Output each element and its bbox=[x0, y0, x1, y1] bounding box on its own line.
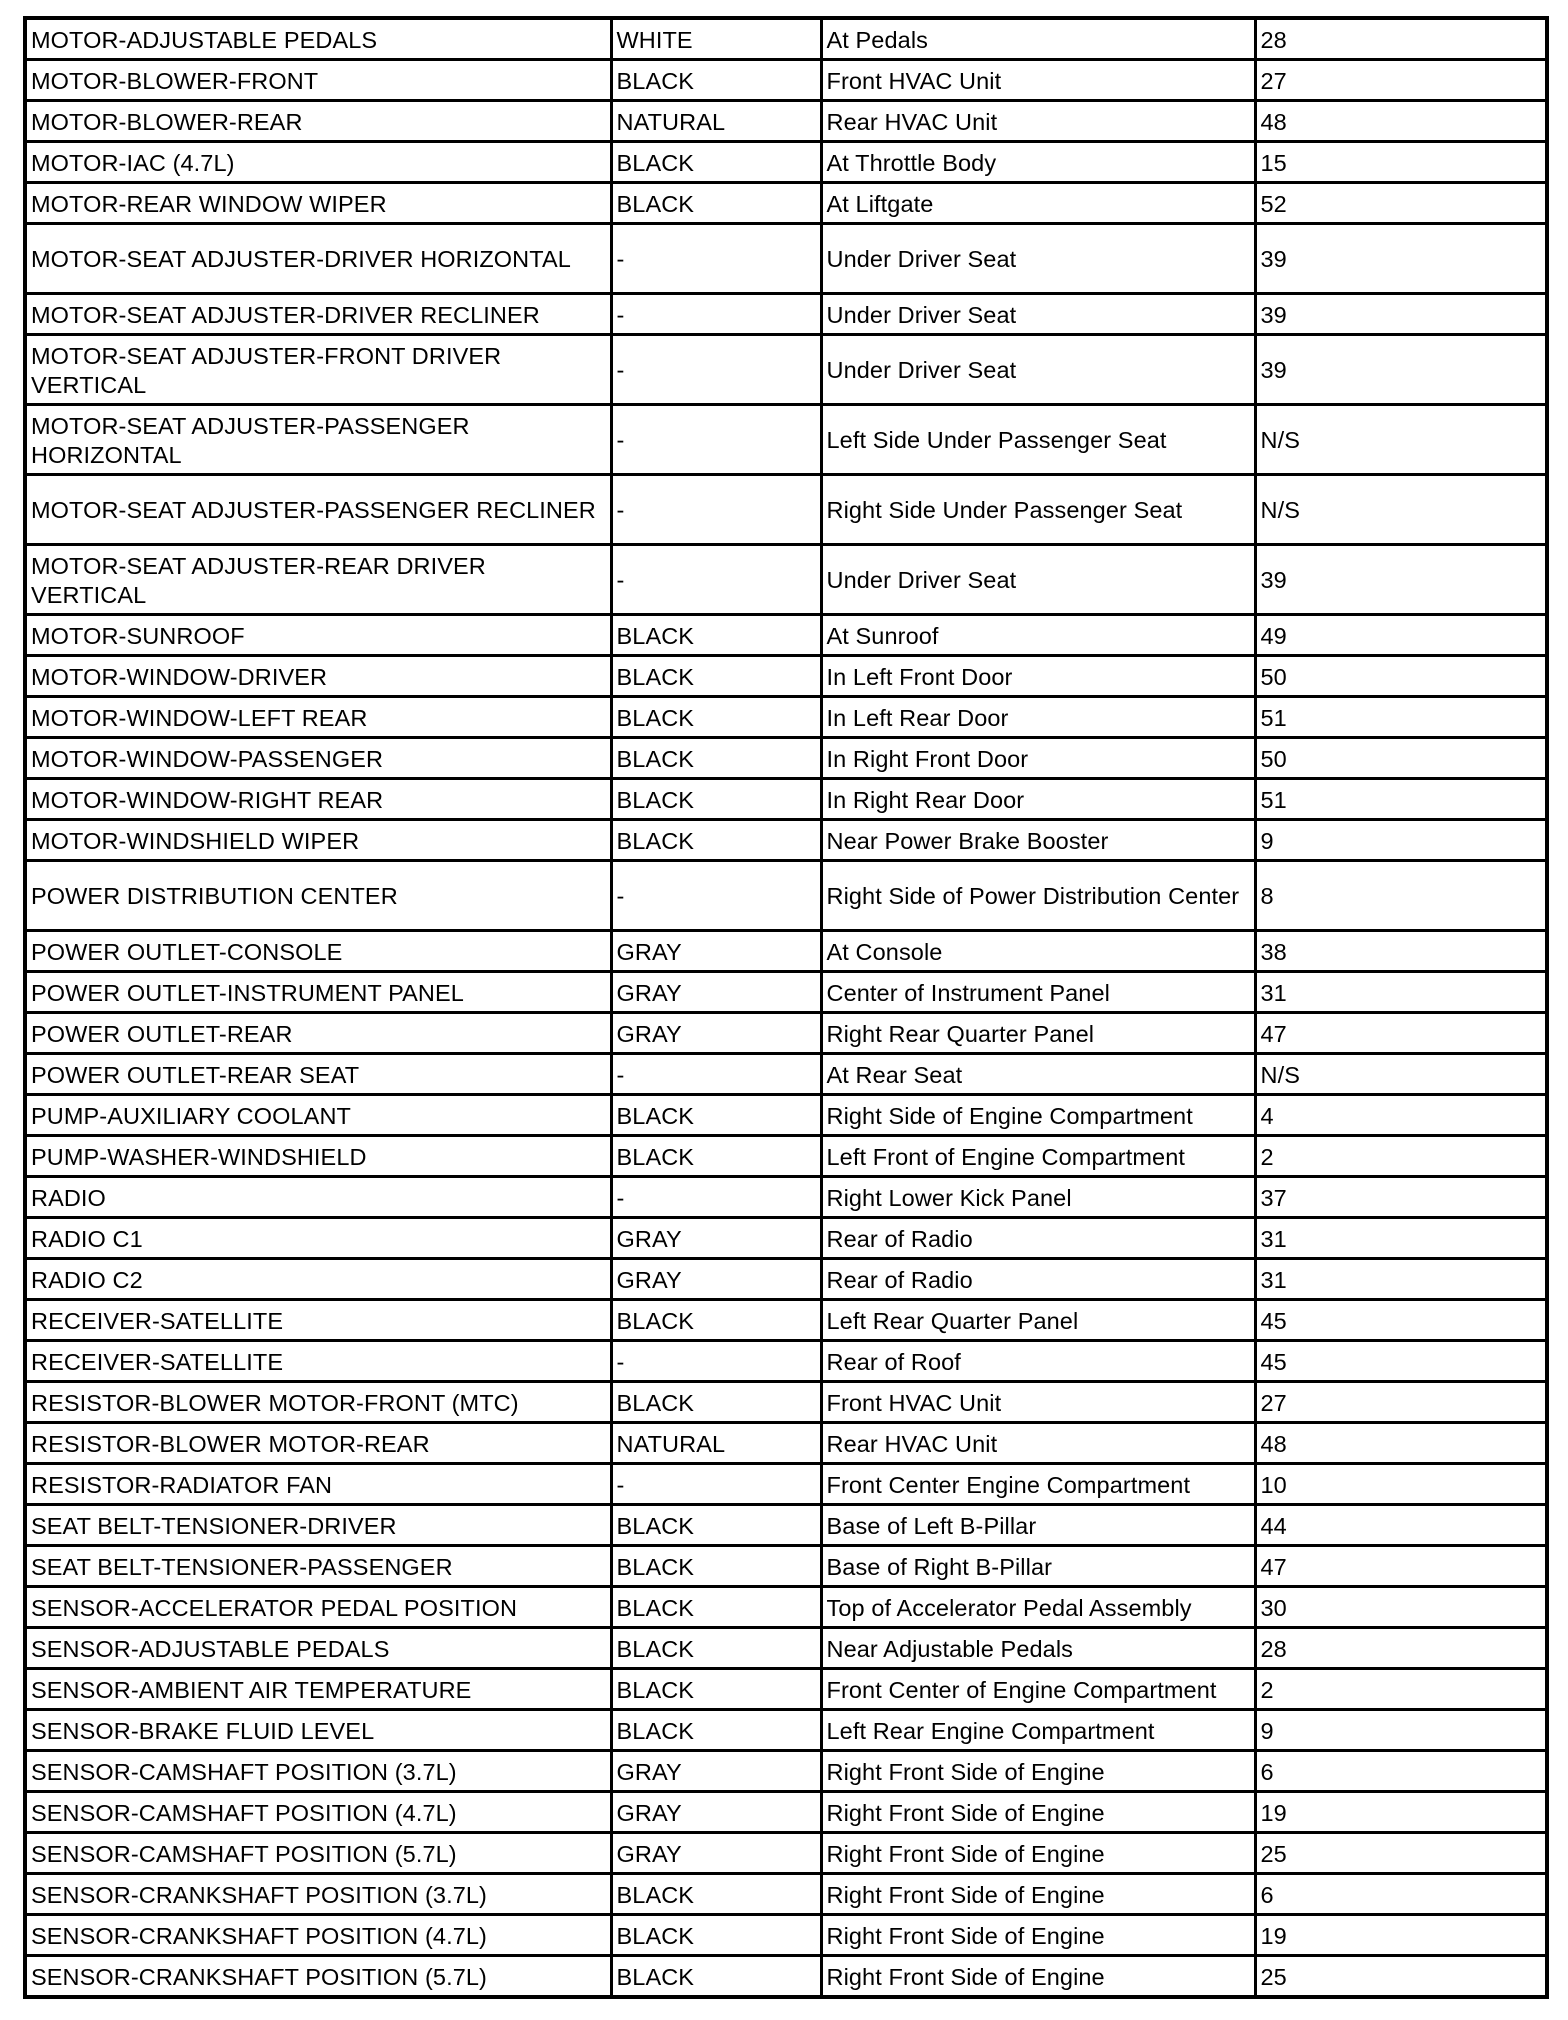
table-row bbox=[25, 1259, 1547, 1300]
figure-number-cell: N/S bbox=[1255, 405, 1547, 475]
table-row bbox=[25, 972, 1547, 1013]
figure-number-cell: 52 bbox=[1255, 183, 1547, 224]
connector-name-cell: RECEIVER-SATELLITE bbox=[25, 1300, 611, 1341]
connector-color-cell: BLACK bbox=[611, 142, 821, 183]
figure-number-cell: N/S bbox=[1255, 475, 1547, 545]
figure-number-cell: 2 bbox=[1255, 1669, 1547, 1710]
table-row bbox=[25, 656, 1547, 697]
figure-number-cell: 28 bbox=[1255, 1628, 1547, 1669]
connector-location-cell: Rear of Radio bbox=[821, 1218, 1255, 1259]
table-row bbox=[25, 101, 1547, 142]
table-row bbox=[25, 1669, 1547, 1710]
connector-color-cell: - bbox=[611, 1464, 821, 1505]
connector-location-cell: Under Driver Seat bbox=[821, 335, 1255, 405]
table-row bbox=[25, 820, 1547, 861]
connector-color-cell: NATURAL bbox=[611, 101, 821, 142]
connector-color-cell: - bbox=[611, 545, 821, 615]
figure-number-cell: 10 bbox=[1255, 1464, 1547, 1505]
table-row bbox=[25, 931, 1547, 972]
connector-location-cell: Front HVAC Unit bbox=[821, 1382, 1255, 1423]
table-row bbox=[25, 1874, 1547, 1915]
connector-name-cell: PUMP-AUXILIARY COOLANT bbox=[25, 1095, 611, 1136]
connector-location-cell: Rear of Radio bbox=[821, 1259, 1255, 1300]
connector-location-cell: Left Front of Engine Compartment bbox=[821, 1136, 1255, 1177]
connector-location-cell: Under Driver Seat bbox=[821, 294, 1255, 335]
connector-name-cell: SENSOR-CAMSHAFT POSITION (3.7L) bbox=[25, 1751, 611, 1792]
figure-number-cell: 19 bbox=[1255, 1915, 1547, 1956]
table-row bbox=[25, 697, 1547, 738]
connector-location-cell: Right Front Side of Engine bbox=[821, 1833, 1255, 1874]
connector-location-cell: Right Side Under Passenger Seat bbox=[821, 475, 1255, 545]
connector-name-cell: RECEIVER-SATELLITE bbox=[25, 1341, 611, 1382]
figure-number-cell: 39 bbox=[1255, 335, 1547, 405]
connector-color-cell: BLACK bbox=[611, 697, 821, 738]
table-row bbox=[25, 738, 1547, 779]
connector-name-cell: POWER OUTLET-REAR SEAT bbox=[25, 1054, 611, 1095]
figure-number-cell: 50 bbox=[1255, 656, 1547, 697]
connector-location-cell: Front Center Engine Compartment bbox=[821, 1464, 1255, 1505]
figure-number-cell: 25 bbox=[1255, 1833, 1547, 1874]
table-row bbox=[25, 1464, 1547, 1505]
connector-color-cell: GRAY bbox=[611, 972, 821, 1013]
connector-location-cell: Rear HVAC Unit bbox=[821, 101, 1255, 142]
figure-number-cell: 50 bbox=[1255, 738, 1547, 779]
connector-name-cell: MOTOR-SEAT ADJUSTER-DRIVER HORIZONTAL bbox=[25, 224, 611, 294]
connector-name-cell: MOTOR-WINDOW-DRIVER bbox=[25, 656, 611, 697]
table-row bbox=[25, 1423, 1547, 1464]
connector-location-table bbox=[23, 16, 1549, 1999]
table-row bbox=[25, 1300, 1547, 1341]
table-row bbox=[25, 545, 1547, 615]
connector-location-cell: Left Rear Quarter Panel bbox=[821, 1300, 1255, 1341]
connector-location-cell: In Left Rear Door bbox=[821, 697, 1255, 738]
figure-number-cell: 51 bbox=[1255, 697, 1547, 738]
connector-color-cell: BLACK bbox=[611, 738, 821, 779]
connector-name-cell: RESISTOR-BLOWER MOTOR-REAR bbox=[25, 1423, 611, 1464]
connector-color-cell: GRAY bbox=[611, 931, 821, 972]
table-row bbox=[25, 1792, 1547, 1833]
connector-location-cell: In Left Front Door bbox=[821, 656, 1255, 697]
table-row bbox=[25, 1013, 1547, 1054]
connector-color-cell: GRAY bbox=[611, 1751, 821, 1792]
figure-number-cell: 51 bbox=[1255, 779, 1547, 820]
table-row bbox=[25, 1218, 1547, 1259]
connector-color-cell: GRAY bbox=[611, 1218, 821, 1259]
figure-number-cell: 19 bbox=[1255, 1792, 1547, 1833]
table-row bbox=[25, 861, 1547, 931]
connector-location-cell: Right Rear Quarter Panel bbox=[821, 1013, 1255, 1054]
table-row bbox=[25, 60, 1547, 101]
connector-location-cell: Under Driver Seat bbox=[821, 224, 1255, 294]
connector-name-cell: MOTOR-SEAT ADJUSTER-FRONT DRIVER VERTICAL bbox=[25, 335, 611, 405]
table-row bbox=[25, 1587, 1547, 1628]
table-row bbox=[25, 1177, 1547, 1218]
table-row bbox=[25, 779, 1547, 820]
connector-location-cell: Right Front Side of Engine bbox=[821, 1874, 1255, 1915]
connector-location-cell: Right Side of Power Distribution Center bbox=[821, 861, 1255, 931]
connector-location-cell: Right Front Side of Engine bbox=[821, 1751, 1255, 1792]
connector-location-cell: Center of Instrument Panel bbox=[821, 972, 1255, 1013]
connector-location-cell: Front Center of Engine Compartment bbox=[821, 1669, 1255, 1710]
connector-name-cell: SEAT BELT-TENSIONER-PASSENGER bbox=[25, 1546, 611, 1587]
table-row bbox=[25, 1095, 1547, 1136]
connector-color-cell: BLACK bbox=[611, 1628, 821, 1669]
connector-location-cell: Base of Left B-Pillar bbox=[821, 1505, 1255, 1546]
figure-number-cell: 25 bbox=[1255, 1956, 1547, 1998]
connector-name-cell: MOTOR-SEAT ADJUSTER-PASSENGER HORIZONTAL bbox=[25, 405, 611, 475]
figure-number-cell: 9 bbox=[1255, 820, 1547, 861]
connector-location-cell: Right Side of Engine Compartment bbox=[821, 1095, 1255, 1136]
connector-color-cell: BLACK bbox=[611, 1669, 821, 1710]
connector-color-cell: BLACK bbox=[611, 656, 821, 697]
connector-name-cell: POWER DISTRIBUTION CENTER bbox=[25, 861, 611, 931]
connector-name-cell: MOTOR-BLOWER-REAR bbox=[25, 101, 611, 142]
connector-location-cell: At Rear Seat bbox=[821, 1054, 1255, 1095]
figure-number-cell: 8 bbox=[1255, 861, 1547, 931]
table-row bbox=[25, 18, 1547, 60]
connector-color-cell: - bbox=[611, 405, 821, 475]
connector-name-cell: SENSOR-CAMSHAFT POSITION (4.7L) bbox=[25, 1792, 611, 1833]
figure-number-cell: 9 bbox=[1255, 1710, 1547, 1751]
connector-name-cell: MOTOR-IAC (4.7L) bbox=[25, 142, 611, 183]
connector-name-cell: POWER OUTLET-REAR bbox=[25, 1013, 611, 1054]
connector-color-cell: GRAY bbox=[611, 1833, 821, 1874]
connector-name-cell: RESISTOR-RADIATOR FAN bbox=[25, 1464, 611, 1505]
figure-number-cell: 38 bbox=[1255, 931, 1547, 972]
connector-name-cell: RESISTOR-BLOWER MOTOR-FRONT (MTC) bbox=[25, 1382, 611, 1423]
connector-color-cell: BLACK bbox=[611, 1710, 821, 1751]
connector-location-cell: Right Lower Kick Panel bbox=[821, 1177, 1255, 1218]
figure-number-cell: 45 bbox=[1255, 1300, 1547, 1341]
table-row bbox=[25, 1956, 1547, 1998]
connector-location-cell: In Right Front Door bbox=[821, 738, 1255, 779]
connector-color-cell: BLACK bbox=[611, 779, 821, 820]
table-row bbox=[25, 615, 1547, 656]
connector-name-cell: MOTOR-SEAT ADJUSTER-PASSENGER RECLINER bbox=[25, 475, 611, 545]
connector-location-cell: At Liftgate bbox=[821, 183, 1255, 224]
table-row bbox=[25, 1505, 1547, 1546]
connector-location-cell: At Sunroof bbox=[821, 615, 1255, 656]
connector-color-cell: BLACK bbox=[611, 1136, 821, 1177]
connector-location-cell: Rear HVAC Unit bbox=[821, 1423, 1255, 1464]
connector-name-cell: SENSOR-ACCELERATOR PEDAL POSITION bbox=[25, 1587, 611, 1628]
connector-location-cell: Top of Accelerator Pedal Assembly bbox=[821, 1587, 1255, 1628]
figure-number-cell: 31 bbox=[1255, 1259, 1547, 1300]
connector-color-cell: BLACK bbox=[611, 820, 821, 861]
connector-name-cell: MOTOR-ADJUSTABLE PEDALS bbox=[25, 18, 611, 60]
connector-color-cell: BLACK bbox=[611, 1587, 821, 1628]
connector-location-cell: Near Adjustable Pedals bbox=[821, 1628, 1255, 1669]
connector-color-cell: BLACK bbox=[611, 1546, 821, 1587]
figure-number-cell: 37 bbox=[1255, 1177, 1547, 1218]
figure-number-cell: 44 bbox=[1255, 1505, 1547, 1546]
connector-name-cell: SENSOR-CRANKSHAFT POSITION (4.7L) bbox=[25, 1915, 611, 1956]
connector-name-cell: MOTOR-REAR WINDOW WIPER bbox=[25, 183, 611, 224]
figure-number-cell: 39 bbox=[1255, 294, 1547, 335]
connector-color-cell: GRAY bbox=[611, 1259, 821, 1300]
table-row bbox=[25, 1915, 1547, 1956]
figure-number-cell: 39 bbox=[1255, 545, 1547, 615]
connector-color-cell: GRAY bbox=[611, 1013, 821, 1054]
table-row bbox=[25, 1628, 1547, 1669]
connector-location-cell: At Throttle Body bbox=[821, 142, 1255, 183]
connector-color-cell: WHITE bbox=[611, 18, 821, 60]
connector-location-cell: At Console bbox=[821, 931, 1255, 972]
connector-name-cell: RADIO bbox=[25, 1177, 611, 1218]
connector-color-cell: - bbox=[611, 224, 821, 294]
connector-name-cell: MOTOR-WINDOW-LEFT REAR bbox=[25, 697, 611, 738]
table-row bbox=[25, 1341, 1547, 1382]
connector-color-cell: BLACK bbox=[611, 183, 821, 224]
connector-name-cell: SENSOR-AMBIENT AIR TEMPERATURE bbox=[25, 1669, 611, 1710]
connector-color-cell: - bbox=[611, 861, 821, 931]
connector-color-cell: - bbox=[611, 1054, 821, 1095]
connector-name-cell: RADIO C2 bbox=[25, 1259, 611, 1300]
figure-number-cell: 28 bbox=[1255, 18, 1547, 60]
figure-number-cell: 27 bbox=[1255, 60, 1547, 101]
connector-color-cell: - bbox=[611, 1177, 821, 1218]
connector-location-cell: Left Side Under Passenger Seat bbox=[821, 405, 1255, 475]
table-row bbox=[25, 1136, 1547, 1177]
connector-color-cell: BLACK bbox=[611, 1382, 821, 1423]
figure-number-cell: 47 bbox=[1255, 1546, 1547, 1587]
figure-number-cell: 48 bbox=[1255, 101, 1547, 142]
table-row bbox=[25, 224, 1547, 294]
connector-location-cell: Near Power Brake Booster bbox=[821, 820, 1255, 861]
figure-number-cell: 31 bbox=[1255, 972, 1547, 1013]
table-row bbox=[25, 1546, 1547, 1587]
connector-color-cell: BLACK bbox=[611, 1095, 821, 1136]
connector-location-cell: Right Front Side of Engine bbox=[821, 1915, 1255, 1956]
table-row bbox=[25, 475, 1547, 545]
figure-number-cell: 48 bbox=[1255, 1423, 1547, 1464]
connector-color-cell: NATURAL bbox=[611, 1423, 821, 1464]
connector-name-cell: MOTOR-SEAT ADJUSTER-REAR DRIVER VERTICAL bbox=[25, 545, 611, 615]
connector-color-cell: - bbox=[611, 294, 821, 335]
connector-color-cell: BLACK bbox=[611, 1874, 821, 1915]
figure-number-cell: 30 bbox=[1255, 1587, 1547, 1628]
connector-location-cell: Front HVAC Unit bbox=[821, 60, 1255, 101]
connector-name-cell: SENSOR-CAMSHAFT POSITION (5.7L) bbox=[25, 1833, 611, 1874]
table-row bbox=[25, 1382, 1547, 1423]
table-row bbox=[25, 1054, 1547, 1095]
connector-color-cell: - bbox=[611, 475, 821, 545]
connector-name-cell: SENSOR-ADJUSTABLE PEDALS bbox=[25, 1628, 611, 1669]
connector-color-cell: BLACK bbox=[611, 1915, 821, 1956]
connector-location-cell: Left Rear Engine Compartment bbox=[821, 1710, 1255, 1751]
connector-name-cell: MOTOR-WINDOW-RIGHT REAR bbox=[25, 779, 611, 820]
figure-number-cell: 15 bbox=[1255, 142, 1547, 183]
table-row bbox=[25, 183, 1547, 224]
connector-location-cell: Right Front Side of Engine bbox=[821, 1792, 1255, 1833]
figure-number-cell: 49 bbox=[1255, 615, 1547, 656]
figure-number-cell: 45 bbox=[1255, 1341, 1547, 1382]
connector-name-cell: SENSOR-CRANKSHAFT POSITION (5.7L) bbox=[25, 1956, 611, 1998]
connector-name-cell: PUMP-WASHER-WINDSHIELD bbox=[25, 1136, 611, 1177]
figure-number-cell: 31 bbox=[1255, 1218, 1547, 1259]
connector-location-cell: Right Front Side of Engine bbox=[821, 1956, 1255, 1998]
connector-name-cell: MOTOR-WINDOW-PASSENGER bbox=[25, 738, 611, 779]
connector-color-cell: BLACK bbox=[611, 1505, 821, 1546]
table-row bbox=[25, 1833, 1547, 1874]
connector-name-cell: MOTOR-SEAT ADJUSTER-DRIVER RECLINER bbox=[25, 294, 611, 335]
table-row bbox=[25, 335, 1547, 405]
connector-name-cell: SENSOR-BRAKE FLUID LEVEL bbox=[25, 1710, 611, 1751]
connector-color-cell: BLACK bbox=[611, 615, 821, 656]
table-row bbox=[25, 294, 1547, 335]
connector-name-cell: POWER OUTLET-INSTRUMENT PANEL bbox=[25, 972, 611, 1013]
figure-number-cell: 6 bbox=[1255, 1874, 1547, 1915]
connector-name-cell: MOTOR-BLOWER-FRONT bbox=[25, 60, 611, 101]
figure-number-cell: 39 bbox=[1255, 224, 1547, 294]
connector-location-cell: Rear of Roof bbox=[821, 1341, 1255, 1382]
figure-number-cell: N/S bbox=[1255, 1054, 1547, 1095]
connector-location-cell: Under Driver Seat bbox=[821, 545, 1255, 615]
connector-color-cell: GRAY bbox=[611, 1792, 821, 1833]
connector-location-cell: At Pedals bbox=[821, 18, 1255, 60]
connector-color-cell: BLACK bbox=[611, 1300, 821, 1341]
table-row bbox=[25, 1710, 1547, 1751]
figure-number-cell: 27 bbox=[1255, 1382, 1547, 1423]
connector-name-cell: MOTOR-WINDSHIELD WIPER bbox=[25, 820, 611, 861]
figure-number-cell: 6 bbox=[1255, 1751, 1547, 1792]
figure-number-cell: 2 bbox=[1255, 1136, 1547, 1177]
connector-location-cell: Base of Right B-Pillar bbox=[821, 1546, 1255, 1587]
connector-name-cell: SENSOR-CRANKSHAFT POSITION (3.7L) bbox=[25, 1874, 611, 1915]
table-row bbox=[25, 1751, 1547, 1792]
figure-number-cell: 4 bbox=[1255, 1095, 1547, 1136]
table-row bbox=[25, 405, 1547, 475]
connector-color-cell: BLACK bbox=[611, 60, 821, 101]
connector-color-cell: - bbox=[611, 1341, 821, 1382]
table-row bbox=[25, 142, 1547, 183]
connector-name-cell: RADIO C1 bbox=[25, 1218, 611, 1259]
connector-name-cell: SEAT BELT-TENSIONER-DRIVER bbox=[25, 1505, 611, 1546]
connector-color-cell: BLACK bbox=[611, 1956, 821, 1998]
connector-color-cell: - bbox=[611, 335, 821, 405]
figure-number-cell: 47 bbox=[1255, 1013, 1547, 1054]
connector-name-cell: POWER OUTLET-CONSOLE bbox=[25, 931, 611, 972]
connector-location-cell: In Right Rear Door bbox=[821, 779, 1255, 820]
connector-name-cell: MOTOR-SUNROOF bbox=[25, 615, 611, 656]
